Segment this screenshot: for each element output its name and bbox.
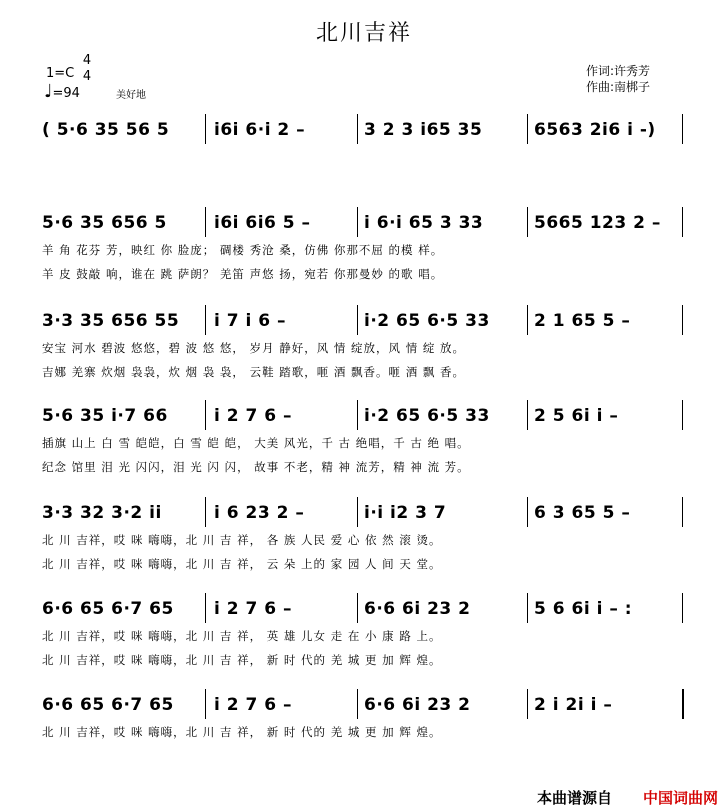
bar-line	[682, 689, 684, 719]
bar-line	[205, 593, 206, 623]
bar-line	[357, 400, 358, 430]
bar-line	[357, 114, 358, 144]
bar-line	[682, 114, 683, 144]
credits	[586, 63, 650, 95]
bar-line	[205, 689, 206, 719]
measure: i 2 7 6 –	[214, 406, 292, 426]
bar-line	[682, 305, 683, 335]
source-label: 本曲谱源自	[536, 789, 612, 807]
measure: i 2 7 6 –	[214, 599, 292, 619]
measure: 6563 2i6 i -)	[534, 120, 656, 140]
bar-line	[527, 400, 528, 430]
bar-line	[357, 593, 358, 623]
lyric-line: 安宝 河水 碧波 悠悠，碧 波 悠 悠， 岁月 静好，风 情 绽放，风 情 绽 放。	[42, 341, 466, 355]
measure: 3·3 35 656 55	[42, 311, 180, 331]
measure: 6·6 6i 23 2	[364, 695, 471, 715]
measure: 5 6 6i i – :	[534, 599, 633, 619]
measure: i·i i2 3 7	[364, 503, 447, 523]
lyric-line: 纪念 馆里 泪 光 闪闪，泪 光 闪 闪， 故事 不老，精 神 流芳，精 神 流 芳。	[42, 460, 470, 474]
measure: i·2 65 6·5 33	[364, 311, 490, 331]
measure: i 6·i 65 3 33	[364, 213, 484, 233]
lyric-line: 北 川 吉祥，哎 咪 嗨嗨，北 川 吉 祥， 云 朵 上的 家 园 人 间 天 堂。	[42, 557, 442, 571]
bar-line	[205, 114, 206, 144]
lyric-line: 北 川 吉祥，哎 咪 嗨嗨，北 川 吉 祥， 新 时 代的 羌 城 更 加 辉 煌。	[42, 653, 442, 667]
time-bottom: 4	[82, 69, 92, 84]
bar-line	[205, 207, 206, 237]
lyric-line: 插旗 山上 白 雪 皑皑，白 雪 皑 皑， 大美 风光，千 古 绝唱，千 古 绝 唱。	[42, 436, 470, 450]
measure: ( 5·6 35 56 5	[42, 120, 170, 140]
time-top: 4	[82, 53, 92, 68]
key-signature: 1=C	[46, 66, 75, 81]
measure: 3·3 32 3·2 ii	[42, 503, 162, 523]
measure: 6 3 65 5 –	[534, 503, 631, 523]
bar-line	[357, 207, 358, 237]
bar-line	[527, 689, 528, 719]
song-title: 北川吉祥	[315, 21, 412, 46]
composer: 作曲:南梆子	[586, 80, 651, 94]
expression-mark: 美好地	[116, 90, 146, 101]
lyric-line: 吉娜 羌寨 炊烟 袅袅，炊 烟 袅 袅， 云鞋 踏歌，咂 酒 飘香。咂 酒 飘 香。	[42, 365, 466, 379]
measure: i6i 6·i 2 –	[214, 120, 306, 140]
lyric-line: 北 川 吉祥，哎 咪 嗨嗨，北 川 吉 祥， 英 雄 儿女 走 在 小 康 路 上。	[42, 629, 442, 643]
tempo-mark	[44, 81, 80, 102]
bar-line	[205, 400, 206, 430]
measure: 2 i 2i i –	[534, 695, 613, 715]
measure: i 6 23 2 –	[214, 503, 305, 523]
bar-line	[205, 497, 206, 527]
measure: i·2 65 6·5 33	[364, 406, 490, 426]
lyric-line: 羊 皮 鼓敲 响，谁在 跳 萨朗？ 羌笛 声悠 扬，宛若 你那曼妙 的歌 唱。	[42, 267, 444, 281]
bar-line	[527, 207, 528, 237]
measure: 5665 123 2 –	[534, 213, 661, 233]
lyric-line: 北 川 吉祥，哎 咪 嗨嗨，北 川 吉 祥， 新 时 代的 羌 城 更 加 辉 煌。	[42, 725, 442, 739]
bar-line	[682, 207, 683, 237]
bar-line	[357, 689, 358, 719]
quarter-note-icon: ♩	[44, 81, 53, 102]
source-site: 中国词曲网	[642, 789, 718, 807]
bar-line	[527, 305, 528, 335]
bar-line	[682, 593, 683, 623]
measure: 5·6 35 656 5	[42, 213, 167, 233]
bar-line	[527, 593, 528, 623]
time-signature	[80, 53, 94, 85]
lyricist: 作词:许秀芳	[586, 64, 651, 78]
measure: 2 5 6i i –	[534, 406, 619, 426]
measure: 6·6 65 6·7 65	[42, 695, 174, 715]
measure: i6i 6i6 5 –	[214, 213, 311, 233]
bar-line	[682, 497, 683, 527]
measure: 2 1 65 5 –	[534, 311, 631, 331]
measure: 5·6 35 i·7 66	[42, 406, 168, 426]
bar-line	[527, 497, 528, 527]
bar-line	[357, 497, 358, 527]
bar-line	[205, 305, 206, 335]
bar-line	[527, 114, 528, 144]
measure: 3 2 3 i65 35	[364, 120, 483, 140]
lyric-line: 北 川 吉祥，哎 咪 嗨嗨，北 川 吉 祥， 各 族 人民 爱 心 依 然 滚 烫。	[42, 533, 442, 547]
bar-line	[357, 305, 358, 335]
measure: 6·6 65 6·7 65	[42, 599, 174, 619]
measure: 6·6 6i 23 2	[364, 599, 471, 619]
measure: i 7 i 6 –	[214, 311, 286, 331]
measure: i 2 7 6 –	[214, 695, 292, 715]
lyric-line: 羊 角 花芬 芳，映红 你 脸庞； 碉楼 秀沧 桑，仿佛 你那不屈 的模 样。	[42, 243, 444, 257]
bar-line	[682, 400, 683, 430]
tempo-value: =94	[52, 86, 80, 101]
